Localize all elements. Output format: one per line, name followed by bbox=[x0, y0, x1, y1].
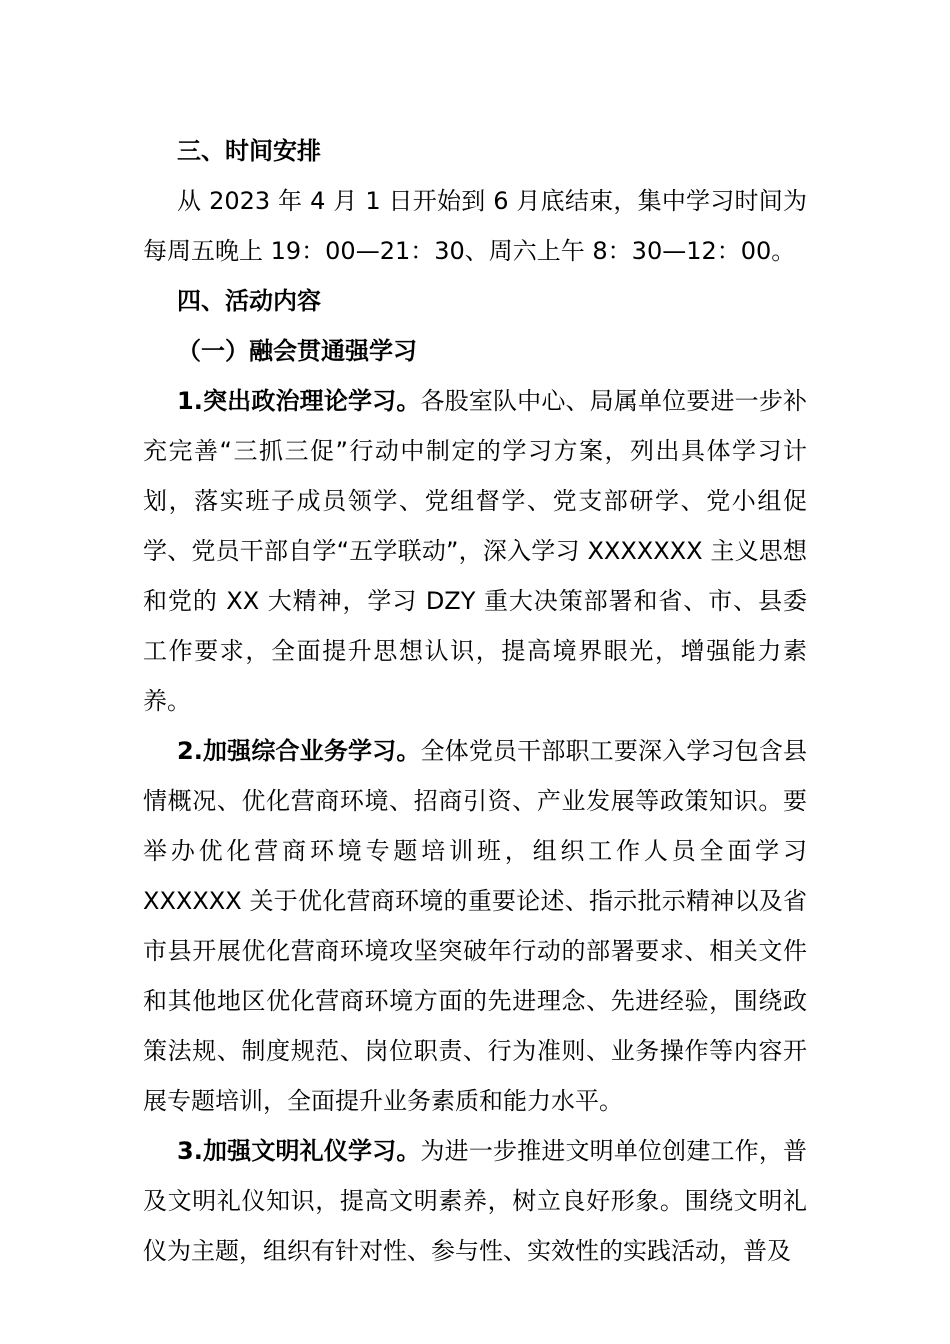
subsection-heading-study: （一）融会贯通强学习 bbox=[177, 337, 417, 365]
activity-item-2-lead: 2.加强综合业务学习。 bbox=[177, 737, 421, 765]
schedule-paragraph: 从 2023 年 4 月 1 日开始到 6 月底结束，集中学习时间为每周五晚上 19：00—21：30、周六上午 8：30—12：00。 bbox=[143, 187, 807, 265]
activity-item-2 bbox=[143, 726, 807, 1126]
section-heading-schedule: 三、时间安排 bbox=[177, 137, 321, 165]
activity-item-3-body: 为进一步推进文明单位创建工作，普及文明礼仪知识，提高文明素养，树立良好形象。围绕文明礼仪为主题，组织有针对性、参与性、实效性的实践活动，普及 bbox=[143, 1137, 808, 1265]
document-body bbox=[143, 126, 807, 1276]
activity-item-3-lead: 3.加强文明礼仪学习。 bbox=[177, 1137, 421, 1165]
activity-item-1-lead: 1.突出政治理论学习。 bbox=[177, 387, 421, 415]
activity-item-1-body: 各股室队中心、局属单位要进一步补充完善“三抓三促”行动中制定的学习方案，列出具体学习计划，落实班子成员领学、党组督学、党支部研学、党小组促学、党员干部自学“五学联动”，深入学习 XXXXXXX 主义思想和党的 XX 大精神，学习 DZY 重大决策部署和省、市、县委工作要求，全面提升思想认识，提高境界眼光，增强能力素养。 bbox=[143, 387, 808, 715]
section-heading-activities: 四、活动内容 bbox=[177, 287, 321, 315]
activity-item-1 bbox=[143, 376, 807, 726]
activity-item-3 bbox=[143, 1126, 807, 1276]
activity-item-2-body: 全体党员干部职工要深入学习包含县情概况、优化营商环境、招商引资、产业发展等政策知识。要举办优化营商环境专题培训班，组织工作人员全面学习 XXXXXX 关于优化营商环境的重要论述、指示批示精神以及省市县开展优化营商环境攻坚突破年行动的部署要求、相关文件和其他地区优化营商环境方面的先进理念、先进经验，围绕政策法规、制度规范、岗位职责、行为准则、业务操作等内容开展专题培训，全面提升业务素质和能力水平。 bbox=[143, 737, 808, 1115]
